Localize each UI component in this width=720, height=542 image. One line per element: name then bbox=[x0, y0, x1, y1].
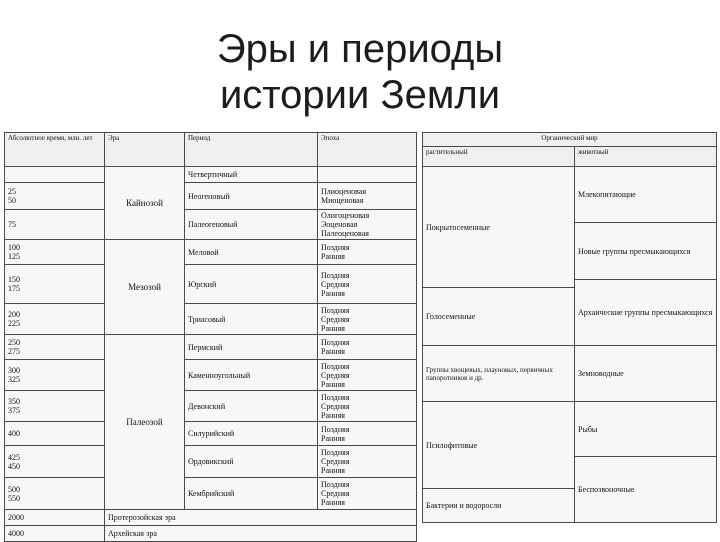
animals-cell: Архаические группы пресмыкающихся bbox=[575, 280, 717, 346]
epoch-cell: Поздняя Средняя Ранняя bbox=[318, 478, 417, 510]
header-period: Период bbox=[185, 133, 318, 167]
time-cell: 300 325 bbox=[5, 360, 105, 391]
time-cell: 200 225 bbox=[5, 304, 105, 335]
table-row bbox=[423, 167, 717, 223]
header-row bbox=[423, 133, 717, 147]
time-cell: 350 375 bbox=[5, 391, 105, 422]
plants-cell: Группы хвощевых, плауновых, первичных папоротников и др. bbox=[423, 346, 575, 402]
title-line-2: истории Земли bbox=[219, 73, 501, 117]
period-cell: Кембрийский bbox=[185, 478, 318, 510]
time-cell: 500 550 bbox=[5, 478, 105, 510]
epoch-cell: Поздняя Средняя Ранняя bbox=[318, 304, 417, 335]
table-row bbox=[423, 402, 717, 457]
period-cell: Пермский bbox=[185, 335, 318, 360]
earth-history-table bbox=[2, 130, 718, 540]
geologic-time-table bbox=[4, 132, 417, 542]
epoch-cell: Плиоценовая Миоценовая bbox=[318, 183, 417, 210]
table-row bbox=[5, 240, 417, 265]
era-cell: Палеозой bbox=[105, 335, 185, 510]
animals-cell: Млекопитающие bbox=[575, 167, 717, 223]
header-row bbox=[5, 133, 417, 167]
organic-world-table bbox=[422, 132, 717, 523]
table-row bbox=[5, 446, 417, 478]
epoch-cell: Поздняя Средняя Ранняя bbox=[318, 391, 417, 422]
table-row bbox=[5, 335, 417, 360]
header-animals: животный bbox=[575, 147, 717, 167]
header-row bbox=[423, 147, 717, 167]
period-cell: Ордовикский bbox=[185, 446, 318, 478]
time-cell: 425 450 bbox=[5, 446, 105, 478]
period-cell: Четвертичный bbox=[185, 167, 318, 183]
period-cell: Юрский bbox=[185, 265, 318, 304]
time-cell: 4000 bbox=[5, 526, 105, 542]
table-row bbox=[5, 422, 417, 446]
epoch-cell bbox=[318, 167, 417, 183]
title-line-1: Эры и периоды bbox=[216, 27, 504, 71]
time-cell: 75 bbox=[5, 210, 105, 240]
header-epoch: Эпоха bbox=[318, 133, 417, 167]
time-cell: 25 50 bbox=[5, 183, 105, 210]
epoch-cell: Поздняя Средняя Ранняя bbox=[318, 446, 417, 478]
time-cell: 250 275 bbox=[5, 335, 105, 360]
plants-cell: Покрытосеменные bbox=[423, 167, 575, 288]
table-row bbox=[5, 478, 417, 510]
epoch-cell: Поздняя Ранняя bbox=[318, 335, 417, 360]
epoch-cell: Поздняя Средняя Ранняя bbox=[318, 360, 417, 391]
animals-cell: Земноводные bbox=[575, 346, 717, 402]
animals-cell: Беспозвоночные bbox=[575, 457, 717, 523]
epoch-cell: Олигоценовая Эоценовая Палеоценовая bbox=[318, 210, 417, 240]
epoch-cell: Поздняя Средняя Ранняя bbox=[318, 265, 417, 304]
plants-cell: Голосеменные bbox=[423, 288, 575, 346]
table-row bbox=[5, 391, 417, 422]
time-cell: 100 125 bbox=[5, 240, 105, 265]
era-cell: Кайнозой bbox=[105, 167, 185, 240]
header-organic-world: Органический мир bbox=[423, 133, 717, 147]
period-cell: Девонский bbox=[185, 391, 318, 422]
slide-title bbox=[0, 26, 720, 118]
header-plants: растительный bbox=[423, 147, 575, 167]
header-time: Абсолютное время, млн. лет bbox=[5, 133, 105, 167]
table-row bbox=[5, 167, 417, 183]
table-row bbox=[5, 304, 417, 335]
table-row bbox=[5, 526, 417, 542]
plants-cell: Псилофитовые bbox=[423, 402, 575, 489]
table-row bbox=[5, 183, 417, 210]
header-era: Эра bbox=[105, 133, 185, 167]
table-row bbox=[5, 210, 417, 240]
period-cell: Неогеновый bbox=[185, 183, 318, 210]
period-cell: Меловой bbox=[185, 240, 318, 265]
era-cell: Мезозой bbox=[105, 240, 185, 335]
plants-cell: Бактерии и водоросли bbox=[423, 489, 575, 523]
time-cell: 150 175 bbox=[5, 265, 105, 304]
table-row bbox=[5, 360, 417, 391]
merged-era-cell: Архейская эра bbox=[105, 526, 417, 542]
animals-cell: Новые группы пресмыкающихся bbox=[575, 223, 717, 280]
period-cell: Силурийский bbox=[185, 422, 318, 446]
table-row bbox=[5, 265, 417, 304]
period-cell: Каменноугольный bbox=[185, 360, 318, 391]
merged-era-cell: Протерозойская эра bbox=[105, 510, 417, 526]
period-cell: Триасовый bbox=[185, 304, 318, 335]
table-row bbox=[5, 510, 417, 526]
time-cell bbox=[5, 167, 105, 183]
animals-cell: Рыбы bbox=[575, 402, 717, 457]
epoch-cell: Поздняя Ранняя bbox=[318, 240, 417, 265]
epoch-cell: Поздняя Ранняя bbox=[318, 422, 417, 446]
time-cell: 2000 bbox=[5, 510, 105, 526]
period-cell: Палеогеновый bbox=[185, 210, 318, 240]
time-cell: 400 bbox=[5, 422, 105, 446]
table-row bbox=[423, 346, 717, 402]
